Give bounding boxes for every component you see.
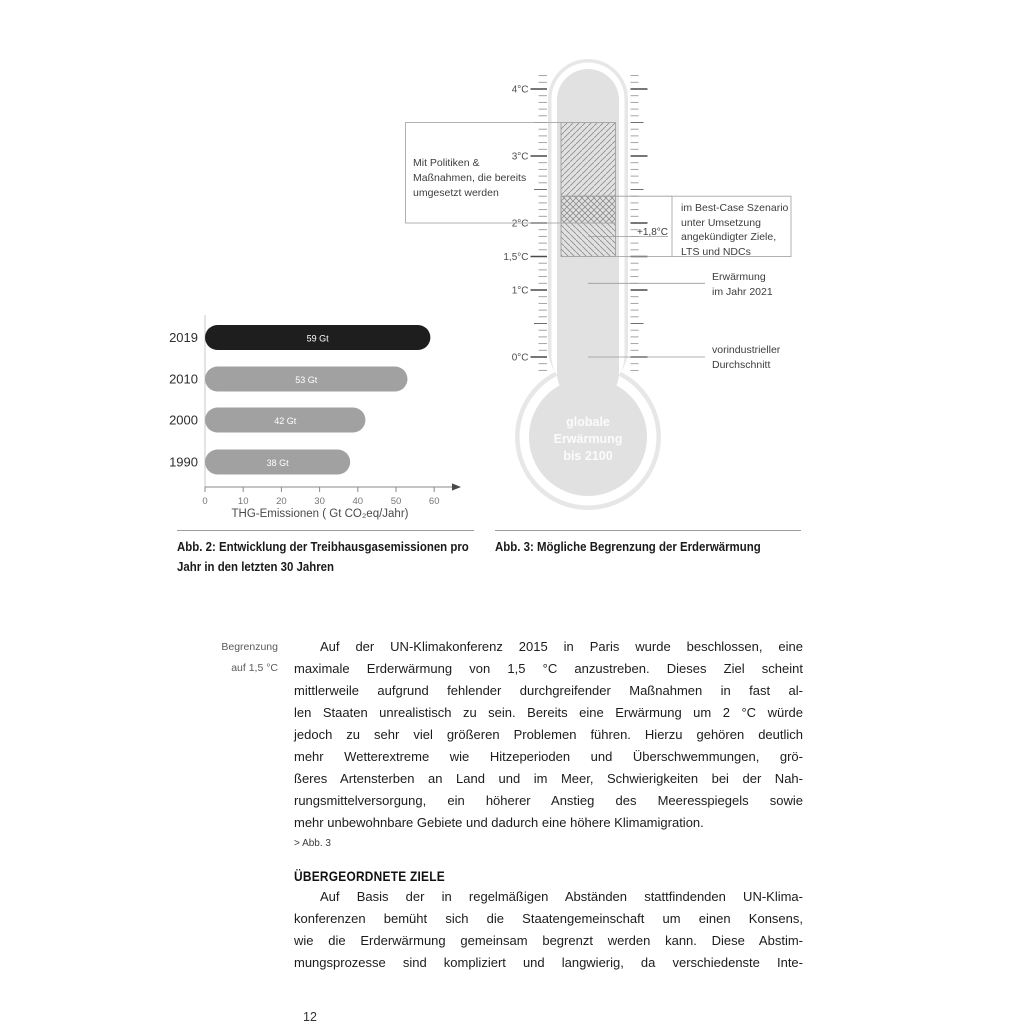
text-line: Erwärmung bbox=[553, 432, 623, 446]
x-axis-arrow bbox=[452, 483, 461, 490]
text-line: im Best-Case Szenario bbox=[681, 202, 789, 214]
text-line: mittlerweile aufgrund fehlender durchgreifender Maßnahmen in fast al- bbox=[294, 683, 803, 698]
scale-label: 1°C bbox=[511, 285, 529, 297]
bar-chart bbox=[169, 315, 461, 520]
bulb-label bbox=[523, 414, 653, 465]
text-line: globale bbox=[566, 415, 610, 429]
text-line: Auf Basis der in regelmäßigen Abständen stattfindenden UN-Klima- bbox=[320, 889, 803, 904]
paragraph-2 bbox=[294, 886, 803, 974]
bar-value-label: 53 Gt bbox=[295, 375, 318, 385]
bar-value-label: 38 Gt bbox=[266, 458, 289, 468]
x-tick-label: 50 bbox=[390, 496, 402, 507]
scale-label: 2°C bbox=[511, 218, 529, 230]
text-line: wie die Erderwärmung gemeinsam begrenzt werden kann. Diese Abstim- bbox=[294, 933, 803, 948]
text-line: LTS und NDCs bbox=[681, 245, 751, 258]
range-best_case bbox=[561, 196, 616, 256]
text-line: mungsprozesse sind kompliziert und langwierig, da verschiedenste Inte- bbox=[294, 955, 803, 970]
bar-value-label: 42 Gt bbox=[274, 416, 297, 426]
best-case-label bbox=[681, 201, 789, 259]
caption-rule-fig2 bbox=[177, 530, 474, 531]
text-line: Erwärmung bbox=[712, 271, 766, 283]
text-line: bis 2100 bbox=[563, 449, 613, 463]
scale-label: 0°C bbox=[511, 352, 529, 364]
text-line: mehr Wetterextreme wie Hitzeperioden und Überschwemmungen, grö- bbox=[294, 749, 803, 764]
text-line: unter Umsetzung bbox=[681, 216, 761, 229]
scale-label: 3°C bbox=[511, 151, 529, 163]
text-line: Durchschnitt bbox=[712, 358, 771, 371]
scale-label: 1,5°C bbox=[503, 252, 529, 263]
preindustrial-label bbox=[712, 343, 822, 372]
scale-label: 4°C bbox=[511, 84, 529, 96]
text-line: konferenzen bemüht sich die Staatengemeinschaft um einen Konsens, bbox=[294, 911, 803, 926]
x-tick-label: 60 bbox=[428, 496, 440, 507]
bar-category-label: 2000 bbox=[169, 412, 198, 428]
current-policies-label bbox=[413, 156, 563, 201]
text-line: rungsmittelversorgung, ein höherer Anstieg des Meeresspiegels sowie bbox=[294, 793, 803, 808]
text-line: maximale Erderwärmung von 1,5 °C anzustreben. Dieses Ziel scheint bbox=[294, 661, 803, 676]
text-line: umgesetzt werden bbox=[413, 187, 499, 199]
text-line: len Staaten unrealistisch zu sein. Bereits eine Erwärmung um 2 °C würde bbox=[294, 705, 803, 720]
text-line: im Jahr 2021 bbox=[712, 285, 773, 298]
bar-category-label: 1990 bbox=[169, 454, 198, 470]
bar-category-label: 2019 bbox=[169, 330, 198, 345]
text-line: Maßnahmen, die bereits bbox=[413, 172, 527, 184]
caption-rule-fig3 bbox=[495, 530, 801, 531]
x-tick-label: 0 bbox=[202, 496, 208, 507]
text-line: ßeres Artensterben an Land und im Meer, Schwierigkeiten bei der Nah- bbox=[294, 771, 803, 786]
text-line: jedoch zu sehr viel größeren Problemen führen. Hierzu gehören deutlich bbox=[294, 727, 803, 742]
paragraph-1 bbox=[294, 636, 803, 834]
bar-category-label: 2010 bbox=[169, 371, 198, 387]
bar-value-label: 59 Gt bbox=[306, 333, 329, 344]
text-line: mehr unbewohnbare Gebiete und dadurch eine höhere Klimamigration. bbox=[294, 815, 704, 830]
x-tick-label: 30 bbox=[314, 496, 325, 507]
margin-note bbox=[203, 637, 278, 680]
figure-reference: > Abb. 3 bbox=[294, 838, 331, 849]
text-line: angekündigter Ziele, bbox=[681, 231, 777, 243]
x-tick-label: 20 bbox=[276, 496, 287, 507]
text-line: Begrenzung bbox=[221, 641, 278, 653]
best-case-estimate-label: +1,8°C bbox=[637, 227, 668, 238]
x-tick-label: 40 bbox=[352, 496, 364, 507]
figure2-caption bbox=[177, 537, 469, 576]
text-line: Mit Politiken & bbox=[413, 157, 480, 169]
section-heading: ÜBERGEORDNETE ZIELE bbox=[294, 868, 445, 884]
x-tick-label: 10 bbox=[237, 496, 249, 507]
figure2-caption-line2: Jahr in den letzten 30 Jahren bbox=[177, 558, 335, 574]
x-axis-title: THG-Emissionen ( Gt CO₂eq/Jahr) bbox=[231, 508, 409, 520]
text-line: auf 1,5 °C bbox=[231, 662, 278, 675]
text-line: Auf der UN-Klimakonferenz 2015 in Paris wurde beschlossen, eine bbox=[320, 639, 803, 654]
figure3-caption: Abb. 3: Mögliche Begrenzung der Erderwärmung bbox=[495, 539, 761, 554]
page-number: 12 bbox=[303, 1010, 317, 1024]
figure2-caption-line1: Abb. 2: Entwicklung der Treibhausgasemissionen pro bbox=[177, 539, 469, 554]
text-line: vorindustrieller bbox=[712, 344, 781, 356]
warming-2021-label bbox=[712, 270, 822, 299]
